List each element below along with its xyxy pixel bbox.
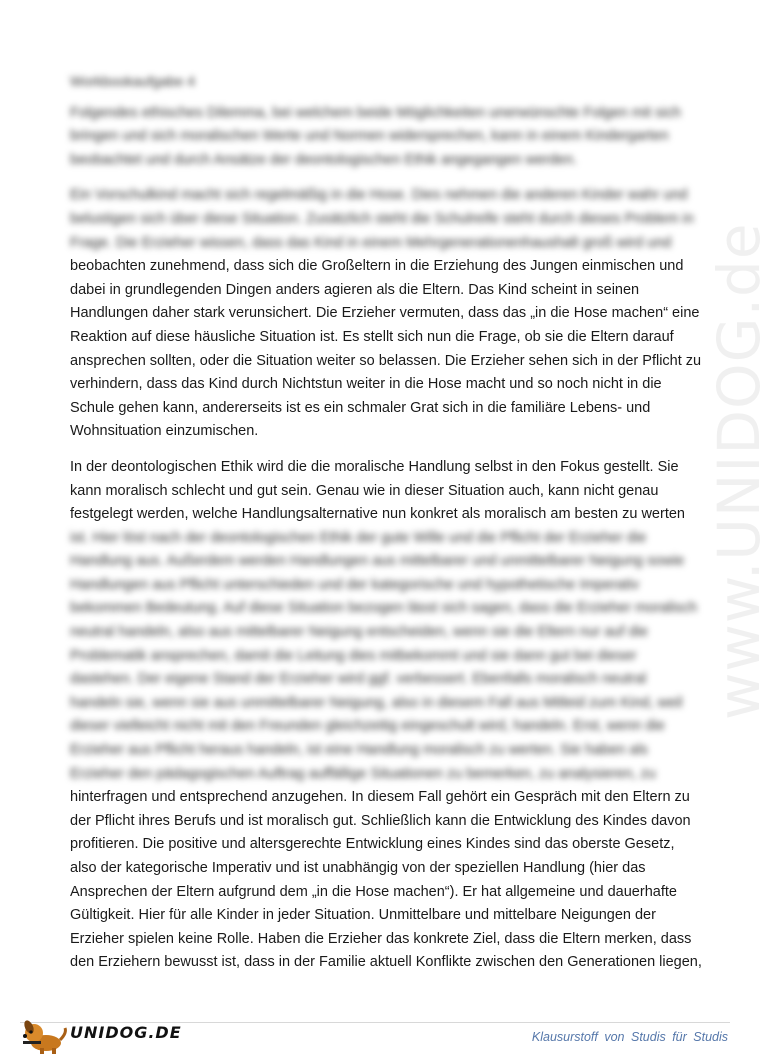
text-line: ist. Hier löst nach der deontologischen Ethik der gute Wille und die Pflicht der Erzieher die bbox=[70, 529, 647, 546]
text-line: In der deontologischen Ethik wird die die moralische Handlung selbst in den Fokus gestellt. Sie bbox=[70, 458, 679, 475]
text-line: Erzieher spielen keine Rolle. Haben die Erzieher das konkrete Ziel, dass die Eltern merken, dass bbox=[70, 930, 692, 947]
text-line: Wohnsituation einzumischen. bbox=[70, 423, 259, 440]
paragraph-1 bbox=[70, 102, 682, 173]
text-line: Erzieher aus Pflicht heraus handeln, ist eine Handlung moralisch zu werten. Sie haben als bbox=[70, 742, 648, 759]
logo-text: UNIDOG.DE bbox=[70, 1023, 182, 1042]
text-line: ansprechen sollten, oder die Situation weiter so belassen. Die Erzieher sehen sich in der Pflicht zu bbox=[70, 352, 702, 369]
document-heading: Workbookaufgabe 4 bbox=[70, 73, 196, 89]
footer-tagline: Klausurstoff von Studis für Studis bbox=[531, 1030, 728, 1044]
text-line: Ansprechen der Eltern aufgrund dem „in die Hose machen“). Er hat allgemeine und dauerhafte bbox=[70, 883, 677, 900]
text-line: Erzieher den pädagogischen Auftrag auffällige Situationen zu bemerken, zu analysieren, zu bbox=[70, 765, 656, 782]
paragraph-3 bbox=[70, 456, 702, 975]
watermark: www.UNIDOG.de bbox=[705, 222, 773, 720]
text-line: Folgendes ethisches Dilemma, bei welchem beide Möglichkeiten unerwünschte Folgen mit sich bbox=[70, 104, 681, 121]
text-line: neutral handeln, also aus mittelbarer Neigung entscheiden, wenn sie die Eltern nur auf die bbox=[70, 624, 648, 641]
text-line: hinterfragen und entsprechend anzugehen. In diesem Fall gehört ein Gespräch mit den Eltern zu bbox=[70, 789, 690, 806]
text-line: festgelegt werden, welche Handlungsalternative nun konkret als moralisch am besten zu werten bbox=[70, 506, 685, 523]
text-line: Problematik ansprechen, damit die Leitung dies mitbekommt und sie dann gut bei dieser bbox=[70, 647, 637, 664]
text-line: profitieren. Die positive und altersgerechte Entwicklung eines Kindes sind das oberste Gesetz, bbox=[70, 836, 675, 853]
text-line: der Pflicht ihres Berufs und ist moralisch gut. Schließlich kann die Entwicklung des Kindes davon bbox=[70, 812, 691, 829]
text-line: Handlung aus. Außerdem werden Handlungen aus mittelbarer und unmittelbarer Neigung sowie bbox=[70, 553, 685, 570]
unidog-logo bbox=[20, 1015, 182, 1055]
text-line: handeln sie, wenn sie aus unmittelbarer Neigung, also in diesem Fall aus Mitleid zum Kind, weil bbox=[70, 694, 683, 711]
text-line: Handlungen aus Pflicht unterschieden und der kategorische und hypothetische Imperativ bbox=[70, 576, 640, 593]
paragraph-2 bbox=[70, 184, 702, 444]
text-line: also der kategorische Imperativ und ist unabhängig von der speziellen Handlung (hier das bbox=[70, 860, 646, 876]
text-line: kann moralisch schlecht und gut sein. Genau wie in dieser Situation auch, kann nicht genau bbox=[70, 482, 659, 499]
text-line: beobachtet und durch Ansätze der deontologischen Ethik angegangen werden. bbox=[70, 151, 578, 168]
text-line: Schule gehen kann, andererseits ist es ein schmaler Grat sich in die familiäre Lebens- und bbox=[70, 399, 651, 416]
text-line: beobachten zunehmend, dass sich die Großeltern in die Erziehung des Jungen einmischen und bbox=[70, 258, 684, 275]
text-line: Gültigkeit. Hier für alle Kinder in jeder Situation. Unmittelbare und mittelbare Neigungen der bbox=[70, 907, 656, 924]
text-line: belustigen sich über diese Situation. Zusätzlich steht die Schulreife steht durch dieses Problem in bbox=[70, 210, 694, 227]
dog-icon bbox=[20, 1015, 68, 1055]
text-line: bringen und sich moralischen Werte und Normen widersprechen, kann in einem Kindergarten bbox=[70, 128, 669, 145]
text-line: Frage. Die Erzieher wissen, dass das Kind in einem Mehrgenerationenhaushalt groß wird und bbox=[70, 234, 672, 251]
document-body bbox=[70, 70, 702, 975]
text-line: den Erziehern bewusst ist, dass in der Familie aktuell Konflikte zwischen den Generationen liegen, bbox=[70, 954, 702, 971]
text-line: Ein Vorschulkind macht sich regelmäßig in die Hose. Dies nehmen die anderen Kinder wahr und bbox=[70, 187, 688, 204]
text-line: dabei in grundlegenden Dingen anders agieren als die Eltern. Das Kind scheint in seinen bbox=[70, 281, 640, 298]
text-line: dastehen. Der eigene Stand der Erzieher wird ggf. verbessert. Ebenfalls moralisch neutral bbox=[70, 671, 647, 688]
text-line: bekommen Bedeutung. Auf diese Situation bezogen lässt sich sagen, dass die Erzieher moralisch bbox=[70, 600, 698, 617]
text-line: verhindern, dass das Kind durch Nichtstun weiter in die Hose macht und so noch nicht in die bbox=[70, 376, 662, 393]
text-line: dieser vielleicht nicht mit den Freunden gleichzeitig eingeschult wird, handeln. Erst, wenn die bbox=[70, 718, 665, 735]
text-line: Handlungen daher stark verunsichert. Die Erzieher vermuten, dass das „in die Hose machen“ eine bbox=[70, 305, 700, 322]
text-line: Reaktion auf diese häusliche Situation ist. Es stellt sich nun die Frage, ob sie die Eltern darauf bbox=[70, 328, 674, 345]
